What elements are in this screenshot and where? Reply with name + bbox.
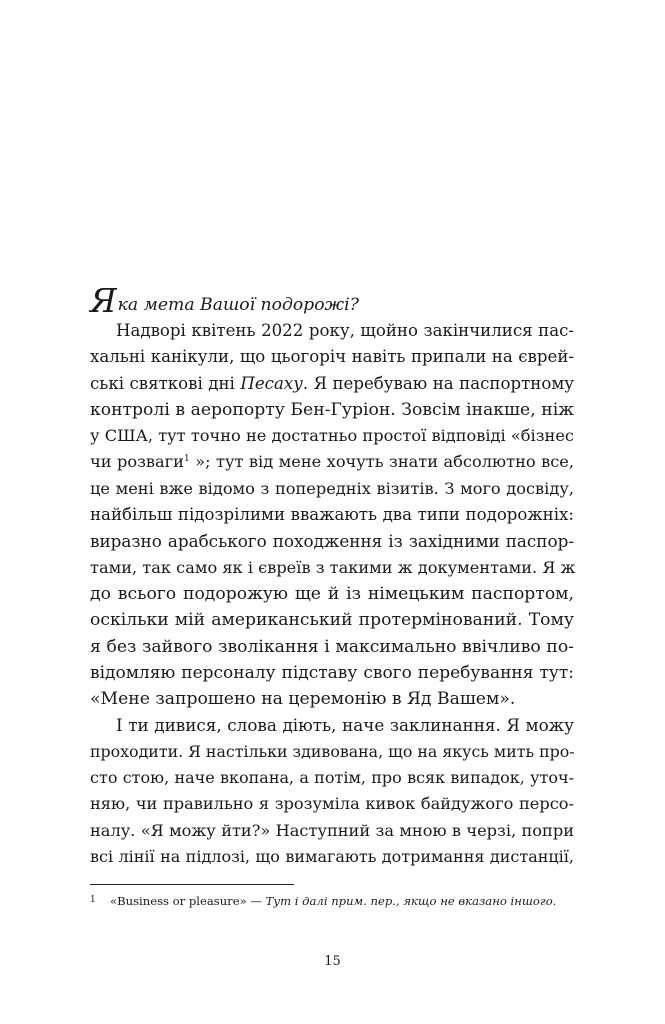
text-line: відомляю персоналу підставу свого перебування тут: — [90, 662, 574, 683]
footnote-italic-text: Тут і далі прим. пер., якщо не вказано іншого. — [265, 894, 557, 908]
text-span: . Я перебуваю на паспортному — [302, 373, 574, 393]
paragraph-2 — [90, 712, 574, 870]
text-span: ські святкові дні — [90, 373, 241, 393]
text-line: тами, так само як і євреїв з такими ж документами. Я ж — [90, 557, 576, 577]
footnote-number: 1 — [90, 895, 96, 905]
text-line: оскільки мій американський протермінований. Тому — [90, 610, 574, 631]
chapter-opening-question — [90, 281, 574, 320]
text-line: я без зайвого зволікання і максимально ввічливо по- — [90, 636, 574, 657]
paragraph-1 — [90, 318, 574, 712]
text-span: чи розваги — [90, 452, 184, 472]
heading-text: ка мета Вашої подорожі? — [117, 295, 359, 315]
footnote-text: «Business or pleasure» — — [110, 894, 266, 908]
footnote-divider — [90, 884, 294, 885]
text-line: виразно арабського походження із західними паспор- — [90, 531, 574, 552]
text-line: контролі в аеропорту Бен-Гуріон. Зовсім інакше, ніж — [90, 399, 574, 420]
text-line: хальні канікули, що цьогоріч навіть припали на єврей- — [90, 347, 574, 367]
text-line: І ти дивися, слова діють, наче заклинання. Я можу — [116, 715, 574, 736]
text-line — [90, 449, 574, 475]
footnote-ref[interactable]: 1 — [183, 454, 190, 465]
main-text — [90, 281, 576, 870]
text-line: це мені вже відомо з попередніх візитів. З мого досвіду, — [90, 478, 574, 498]
page-number: 15 — [324, 954, 341, 969]
text-line: Надворі квітень 2022 року, щойно закінчилися пас- — [116, 321, 574, 340]
text-span: »; тут від мене хочуть знати абсолютно все, — [195, 452, 574, 472]
text-line: сто стою, наче вкопана, а потім, про всяк випадок, уточ- — [90, 768, 574, 788]
text-line — [90, 371, 574, 397]
text-line: налу. «Я можу йти?» Наступний за мною в черзі, попри — [90, 820, 574, 840]
drop-cap: Я — [90, 281, 117, 320]
text-line: «Мене запрошено на церемонію в Яд Вашем». — [90, 689, 516, 710]
text-line: до всього подорожую ще й із німецьким паспортом, — [90, 583, 574, 604]
text-line: найбільш підозрілими вважають два типи подорожніх: — [90, 505, 574, 525]
text-line: всі лінії на підлозі, що вимагають дотримання дистанції, — [90, 846, 574, 866]
footnote — [90, 891, 574, 910]
text-line: у США, тут точно не достатньо простої відповіді «бізнес — [90, 426, 574, 446]
text-line: няю, чи правильно я зрозуміла кивок байдужого персо- — [90, 794, 574, 814]
text-line: проходити. Я настільки здивована, що на якусь мить про- — [90, 741, 575, 761]
italic-term: Песаху — [240, 373, 303, 393]
